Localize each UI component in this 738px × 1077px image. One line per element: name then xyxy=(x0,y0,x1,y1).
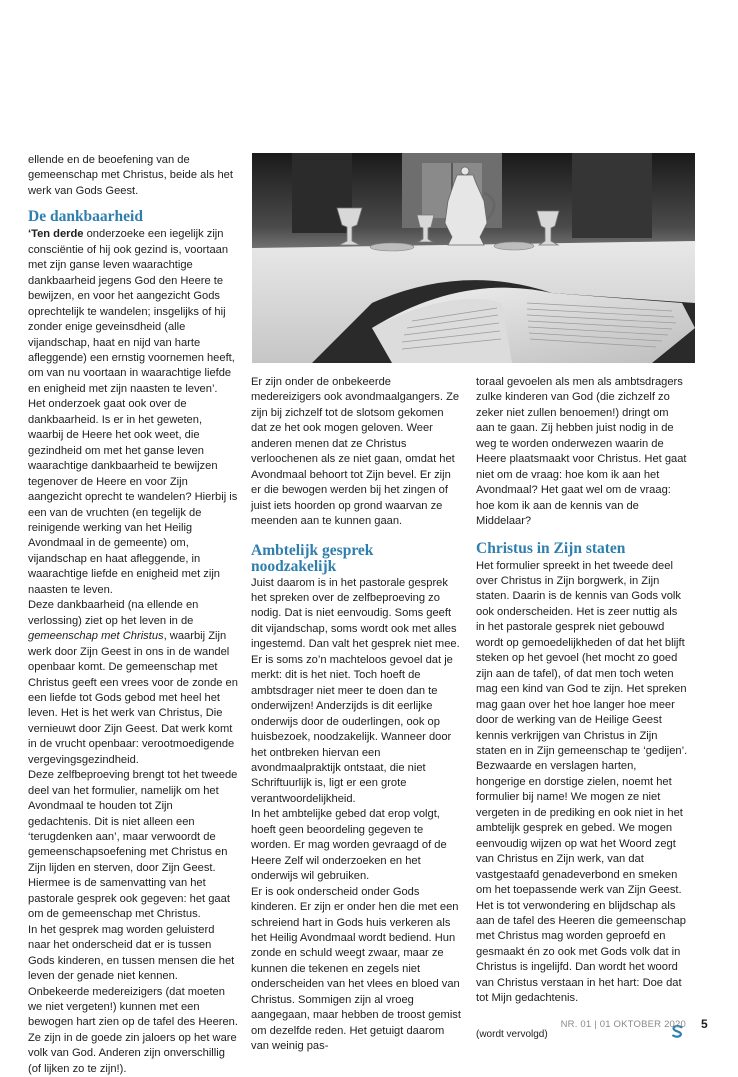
paragraph xyxy=(28,227,238,397)
paragraph xyxy=(28,598,238,768)
issue-info: NR. 01 | 01 OKTOBER 2020 xyxy=(560,1019,686,1030)
column-1 xyxy=(28,153,238,1077)
paragraph-text: Deze dankbaarheid (na ellende en verlossing) ziet op het leven in de xyxy=(28,599,199,627)
communion-photo xyxy=(252,153,695,363)
paragraph-text: onderzoeke een iegelijk zijn consciëntie of hij ook gezind is, voortaan met zijn ganse leven waarachtige dankbaarheid jegens God den Heere te bewijzen, en voor het aangezicht Gods oprechtelijk te wandelen; insgelijks of hij zonder enige geveinsdheid (alle vijandschap, haat en nijd van harte afleggende) een ernstig voornemen heeft, om van nu voortaan in waarachtige liefde en enigheid met zijn naasten te leven’. xyxy=(28,228,235,395)
intro-paragraph: ellende en de beoefening van de gemeenschap met Christus, beide als het werk van Gods Geest. xyxy=(28,154,233,197)
paragraph-text: , waarbij Zijn werk door Zijn Geest in ons in de wandel openbaar komt. De gemeenschap met Christus geeft een vrees voor de zonde en een liefde tot Gods gebod met heel het leven. Het is het werk van Christus, Die vernieuwt door Zijn Geest. Dat werk komt in de vrucht openbaar: verootmoedigende vergevingsgezindheid. xyxy=(28,630,238,766)
paragraph: Er is ook onderscheid onder Gods kinderen. Er zijn er onder hen die met een schreiend hart in Gods huis verkeren als het Heilig Avondmaal wordt bediend. Hun zonde en schuld weegt zwaar, maar ze kunnen die tekenen en zegels niet onderscheiden van het vlees en bloed van Christus. Sommigen zijn al vroeg aangegaan, maar hebben de troost gemist om dezelfde reden. Het getuigt daarom van weinig pas- xyxy=(251,885,461,1053)
paragraph: Bezwaarde en verslagen harten, hongerige en dorstige zielen, noemt het formulier bij name! We mogen ze niet vergeten in de prediking en ook niet in het ambtelijk gesprek en gebed. We mogen eenvoudig wijzen op wat het Woord zegt van Christus en Zijn werk, van dat vastgestaafd genadeverbond en smeken om het toepassende werk van Zijn Geest. xyxy=(476,760,683,897)
paragraph: Deze zelfbeproeving brengt tot het tweede deel van het formulier, namelijk om het Avondmaal te houden tot Zijn gedachtenis. Dit is niet alleen een ‘terugdenken aan’, maar verwoordt de gemeenschapsoefening met Christus en Zijn lijden en sterven, door Zijn Geest. Hiermee is de samenvatting van het pastorale gesprek ook gegeven: het gaat om de gemeenschap met Christus. xyxy=(28,769,238,921)
paragraph: In het ambtelijke gebed dat erop volgt, hoeft geen beoordeling gegeven te worden. Er mag worden gevraagd of de Heere Zelf wil onderzoeken en het onderwijs wil gebruiken. xyxy=(251,808,447,883)
paragraph: Het onderzoek gaat ook over de dankbaarheid. Is er in het geweten, waarbij de Heere het ook weet, die gezindheid om met het ganse leven waarachtige dankbaarheid te bewijzen tegenover de Heere en voor Zijn aangezicht oprecht te wandelen? Hierbij is een van de vruchten (en tegelijk de reinigende werking van het Heilig Avondmaal in de gemeente) om, vijandschap en haat afleggende, in waarachtige liefde en enigheid met zijn naasten te leven. xyxy=(28,398,238,596)
paragraph: In het gesprek mag worden geluisterd naar het onderscheid dat er is tussen Gods kinderen, en tussen mensen die het leven der genade niet kennen. Onbekeerde medereizigers (dat moeten we niet vergeten!) kunnen met een bewogen hart zien op de tafel des Heeren. Ze zijn in de goede zin jaloers op het ware volk van God. Anderen zijn onverschillig (of lijken zo te zijn!). xyxy=(28,923,238,1075)
column-2 xyxy=(251,375,462,1055)
page-number: 5 xyxy=(701,1017,708,1031)
bold-lead: ‘Ten derde xyxy=(28,228,84,241)
section-heading-christus-staten: Christus in Zijn staten xyxy=(476,539,626,557)
paragraph: Er zijn onder de onbekeerde medereizigers ook avondmaalgangers. Ze zijn bij zichzelf tot de slotsom gekomen dat ze het ook mogen geloven. Weer anderen menen dat ze Christus verloochenen als ze niet gaan, omdat het Avondmaal behoort tot Zijn bevel. Er zijn er die bewogen werden bij het zingen of juist iets hoorden op grond waarvan ze meenden aan te kunnen gaan. xyxy=(251,376,460,528)
paragraph: toraal gevoelen als men als ambtsdragers zulke kinderen van God (die zichzelf zo zeker niet zullen benoemen!) dringt om aan te gaan. Zij hebben juist nodig in de weg te worden onderwezen waarin de Heere plaatsmaakt voor Christus. Het gaat niet om de vraag: hoe kom ik aan het Avondmaal? Het gaat wel om de vraag: hoe kom ik aan de kennis van de Middelaar? xyxy=(476,376,687,528)
section-heading-ambtelijk-gesprek: Ambtelijk gesprek noodzakelijk xyxy=(251,541,374,575)
column-3 xyxy=(476,375,688,1042)
paragraph: Juist daarom is in het pastorale gesprek het spreken over de zelfbeproeving zo nodig. Dat is niet eenvoudig. Soms geeft dit vijandschap, soms wordt ook met alles ingestemd. Dan valt het gesprek niet mee. Er is soms zo’n machteloos gevoel dat je merkt: dit is het niet. Toch hoeft de ambtsdrager niet meer te doen dan te onderwijzen! Anderzijds is dit eerlijke onderwijs door de ouderlingen, ook op huisbezoek, noodzakelijk. Wanneer door het ontbreken hiervan een avondmaalpraktijk ontstaat, die niet Schriftuurlijk is, ligt er een grote verantwoordelijkheid. xyxy=(251,576,460,805)
continued-text: (wordt vervolgd) xyxy=(476,1028,548,1040)
paragraph: Het is tot verwondering en blijdschap als aan de tafel des Heeren die gemeenschap met Christus mag worden geproefd en gesmaakt én zo ook met Gods volk dat in Christus is ingelijfd. Dan wordt het woord van Christus verstaan in het hart: Doe dat tot Mijn gedachtenis. xyxy=(476,899,686,1005)
italic-phrase: gemeenschap met Christus xyxy=(28,630,164,643)
section-heading-dankbaarheid: De dankbaarheid xyxy=(28,208,143,226)
paragraph: Het formulier spreekt in het tweede deel over Christus in Zijn borgwerk, in Zijn staten. Daarin is de kennis van Gods volk ook onderscheiden. Het is zeer nuttig als in het pastorale gesprek niet gebouwd wordt op gemoedelijkheden of dat het blijft steken op het gevoel (het mocht zo goed zijn aan de tafel), of dat men toch weten mag een kind van God te zijn. Het spreken mag gaan over het hoe langer hoe meer door de werking van de Heilige Geest kennis verkrijgen van Christus in Zijn staten en in Zijn gemeenschap te ‘gedijen’. xyxy=(476,559,688,757)
